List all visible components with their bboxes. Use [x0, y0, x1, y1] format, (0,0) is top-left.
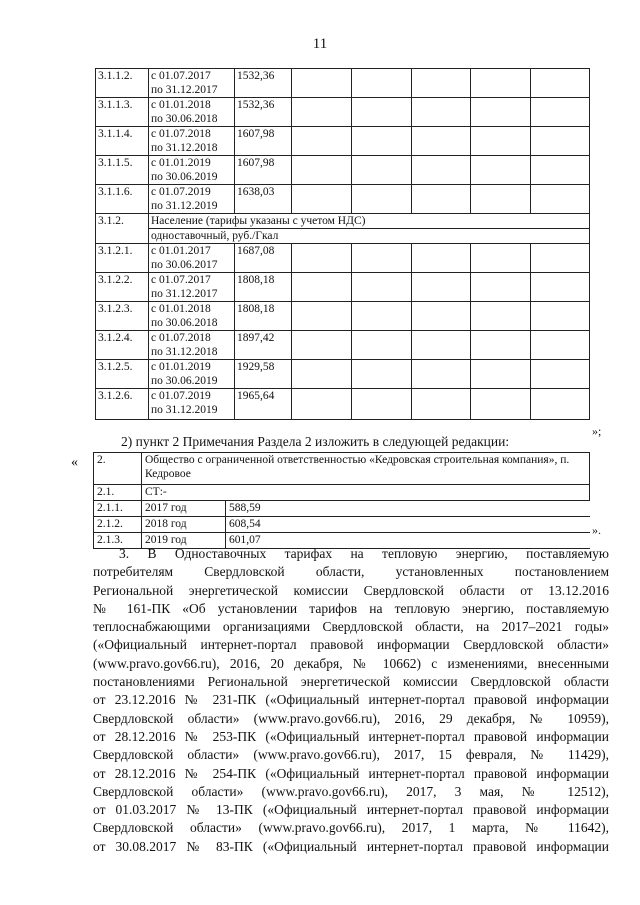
- cell-year: 2019 год: [142, 533, 226, 549]
- cell-num: 2.1.: [94, 485, 142, 501]
- period-line: по 31.12.2018: [151, 142, 218, 154]
- page-number: 11: [312, 36, 328, 52]
- cell-empty: [292, 127, 352, 156]
- cell-empty: [471, 302, 531, 331]
- cell-empty: [531, 156, 590, 185]
- cell-period: [149, 360, 235, 389]
- period-line: по 30.06.2017: [151, 259, 218, 271]
- cell-period: [149, 244, 235, 273]
- cell-empty: [412, 127, 471, 156]
- cell-empty: [292, 389, 352, 420]
- period-line: по 31.12.2019: [151, 200, 218, 212]
- period-line: с 01.07.2019: [151, 390, 211, 402]
- cell-period: [149, 156, 235, 185]
- cell-empty: [352, 273, 412, 302]
- period-line: по 31.12.2017: [151, 288, 218, 300]
- paragraph-line: Свердловской области» (www.pravo.gov66.ru), 2017, 3 мая, № 12512),: [93, 783, 609, 799]
- cell-period: [149, 389, 235, 420]
- cell-empty: [412, 331, 471, 360]
- paragraph-line: («Официальный интернет-портал правовой информации Свердловской области»: [93, 637, 609, 653]
- cell-value: 588,59: [226, 501, 590, 517]
- paragraph-line: (www.pravo.gov66.ru), 2016, 20 декабря, № 10662) с изменениями, внесенными: [93, 655, 609, 671]
- paragraph-line: теплоснабжающими организациями Свердловской области, на 2017–2021 годы»: [93, 619, 609, 635]
- paragraph-line: 3. В Одноставочных тарифах на тепловую энергию, поставляемую: [119, 546, 609, 561]
- cell-value: 1929,58: [235, 360, 292, 389]
- table-row: [96, 273, 590, 302]
- organization-table: [93, 452, 590, 549]
- paragraph-line: Свердловской области» (www.pravo.gov66.ru), 2016, 29 декабря, № 10959),: [93, 710, 609, 726]
- period-line: по 30.06.2018: [151, 113, 218, 125]
- cell-period: [149, 98, 235, 127]
- table-row: [96, 156, 590, 185]
- period-line: по 30.06.2018: [151, 317, 218, 329]
- cell-empty: [412, 389, 471, 420]
- cell-empty: [471, 244, 531, 273]
- paragraph-line: потребителям Свердловской области, установленных постановлением: [93, 564, 609, 580]
- cell-period: [149, 331, 235, 360]
- paragraph-line: от 01.03.2017 № 13-ПК («Официальный интернет-портал правовой информации: [93, 802, 609, 818]
- cell-empty: [352, 360, 412, 389]
- cell-num: 2.1.1.: [94, 501, 142, 517]
- period-line: по 30.06.2019: [151, 375, 218, 387]
- cell-num: 2.1.2.: [94, 517, 142, 533]
- period-line: с 01.07.2019: [151, 186, 211, 198]
- cell-value: 1687,08: [235, 244, 292, 273]
- cell-empty: [412, 244, 471, 273]
- cell-value: 1897,42: [235, 331, 292, 360]
- cell-description: [149, 214, 590, 244]
- cell-num: 3.1.2.4.: [96, 331, 149, 360]
- cell-empty: [531, 69, 590, 98]
- description-line: Население (тарифы указаны с учетом НДС): [149, 214, 589, 229]
- cell-num: 3.1.2.6.: [96, 389, 149, 420]
- period-line: с 01.07.2018: [151, 128, 211, 140]
- cell-num: 3.1.2.: [96, 214, 149, 244]
- cell-empty: [292, 273, 352, 302]
- cell-value: 1638,03: [235, 185, 292, 214]
- cell-empty: [471, 69, 531, 98]
- paragraph-line: Свердловской области» (www.pravo.gov66.ru), 2017, 1 марта, № 11642),: [93, 820, 609, 836]
- cell-empty: [471, 360, 531, 389]
- cell-num: 2.: [94, 453, 142, 485]
- cell-org-name: Общество с ограниченной ответственностью «Кедровская строительная компания», п. Кедровое: [142, 453, 590, 485]
- period-line: с 01.01.2019: [151, 361, 211, 373]
- paragraph-line: от 30.08.2017 № 83-ПК («Официальный интернет-портал правовой информации: [93, 838, 609, 854]
- period-line: с 01.01.2018: [151, 303, 211, 315]
- cell-empty: [352, 389, 412, 420]
- cell-value: 1607,98: [235, 156, 292, 185]
- cell-num: 3.1.1.2.: [96, 69, 149, 98]
- cell-period: [149, 302, 235, 331]
- period-line: с 01.07.2017: [151, 274, 211, 286]
- cell-empty: [471, 156, 531, 185]
- table-row: [96, 185, 590, 214]
- table2-end-mark: ».: [592, 523, 601, 537]
- paragraph-line: от 28.12.2016 № 253-ПК («Официальный интернет-портал правовой информации: [93, 728, 609, 744]
- paragraph-line: Свердловской области» (www.pravo.gov66.ru), 2017, 15 февраля, № 11429),: [93, 747, 609, 763]
- period-line: с 01.01.2019: [151, 157, 211, 169]
- org-row: [94, 453, 590, 485]
- cell-empty: [352, 69, 412, 98]
- paragraph-line: от 23.12.2016 № 231-ПК («Официальный интернет-портал правовой информации: [93, 692, 609, 708]
- cell-value: 1532,36: [235, 69, 292, 98]
- table1-end-mark: »;: [592, 424, 602, 438]
- paragraph-line: № 161-ПК «Об установлении тарифов на тепловую энергию, поставляемую: [93, 600, 609, 616]
- cell-period: [149, 273, 235, 302]
- cell-empty: [531, 98, 590, 127]
- description-line: одноставочный, руб./Гкал: [151, 230, 279, 242]
- period-line: по 31.12.2019: [151, 404, 218, 416]
- cell-empty: [292, 98, 352, 127]
- section-heading: 2) пункт 2 Примечания Раздела 2 изложить в следующей редакции:: [121, 434, 510, 449]
- table-row: [96, 302, 590, 331]
- paragraph-line: Региональной энергетической комиссии Свердловской области от 13.12.2016: [93, 582, 609, 598]
- cell-empty: [292, 244, 352, 273]
- period-line: с 01.07.2018: [151, 332, 211, 344]
- cell-empty: [292, 185, 352, 214]
- cell-empty: [531, 302, 590, 331]
- cell-empty: [352, 156, 412, 185]
- table-row: [94, 501, 590, 517]
- table-row: [94, 517, 590, 533]
- cell-num: 3.1.1.4.: [96, 127, 149, 156]
- body-paragraph: [93, 545, 609, 856]
- cell-num: 3.1.2.2.: [96, 273, 149, 302]
- cell-empty: [352, 302, 412, 331]
- cell-empty: [352, 98, 412, 127]
- paragraph-line: от 28.12.2016 № 254-ПК («Официальный интернет-портал правовой информации: [93, 765, 609, 781]
- cell-empty: [412, 156, 471, 185]
- cell-num: 2.1.3.: [94, 533, 142, 549]
- cell-num: 3.1.2.1.: [96, 244, 149, 273]
- cell-empty: [531, 127, 590, 156]
- cell-num: 3.1.2.5.: [96, 360, 149, 389]
- cell-empty: [471, 127, 531, 156]
- cell-empty: [352, 244, 412, 273]
- cell-empty: [352, 185, 412, 214]
- paragraph-line: постановлениями Региональной энергетической комиссии Свердловской области: [93, 674, 609, 690]
- cell-period: [149, 69, 235, 98]
- cell-empty: [412, 273, 471, 302]
- cell-st-label: СТ:-: [142, 485, 590, 501]
- cell-empty: [292, 331, 352, 360]
- cell-empty: [412, 302, 471, 331]
- period-line: с 01.07.2017: [151, 70, 211, 82]
- cell-period: [149, 185, 235, 214]
- cell-empty: [531, 273, 590, 302]
- period-line: по 30.06.2019: [151, 171, 218, 183]
- cell-empty: [531, 185, 590, 214]
- open-quote: «: [71, 455, 78, 470]
- cell-empty: [471, 185, 531, 214]
- table-row: [96, 69, 590, 98]
- cell-value: 608,54: [226, 517, 590, 533]
- cell-value: 1808,18: [235, 302, 292, 331]
- cell-num: 3.1.2.3.: [96, 302, 149, 331]
- cell-empty: [412, 69, 471, 98]
- cell-empty: [471, 273, 531, 302]
- cell-empty: [531, 331, 590, 360]
- cell-year: 2017 год: [142, 501, 226, 517]
- cell-value: 1532,36: [235, 98, 292, 127]
- period-line: с 01.01.2018: [151, 99, 211, 111]
- cell-empty: [471, 331, 531, 360]
- cell-value: 1808,18: [235, 273, 292, 302]
- period-line: по 31.12.2018: [151, 346, 218, 358]
- st-row: [94, 485, 590, 501]
- cell-empty: [531, 389, 590, 420]
- table-row: [96, 214, 590, 244]
- table-row: [96, 360, 590, 389]
- period-line: по 31.12.2017: [151, 84, 218, 96]
- cell-value: 1965,64: [235, 389, 292, 420]
- cell-num: 3.1.1.3.: [96, 98, 149, 127]
- cell-empty: [292, 360, 352, 389]
- cell-num: 3.1.1.6.: [96, 185, 149, 214]
- cell-empty: [471, 98, 531, 127]
- table-row: [96, 127, 590, 156]
- cell-value: 1607,98: [235, 127, 292, 156]
- cell-empty: [531, 244, 590, 273]
- tariff-table: [95, 68, 590, 420]
- cell-empty: [292, 69, 352, 98]
- table-row: [96, 389, 590, 420]
- cell-empty: [471, 389, 531, 420]
- cell-value: 601,07: [226, 533, 590, 549]
- cell-empty: [292, 156, 352, 185]
- cell-empty: [531, 360, 590, 389]
- cell-empty: [352, 127, 412, 156]
- cell-empty: [412, 360, 471, 389]
- cell-empty: [352, 331, 412, 360]
- cell-empty: [412, 98, 471, 127]
- cell-year: 2018 год: [142, 517, 226, 533]
- table-row: [96, 244, 590, 273]
- cell-period: [149, 127, 235, 156]
- table-row: [96, 331, 590, 360]
- cell-empty: [412, 185, 471, 214]
- table-row: [96, 98, 590, 127]
- cell-empty: [292, 302, 352, 331]
- cell-num: 3.1.1.5.: [96, 156, 149, 185]
- period-line: с 01.01.2017: [151, 245, 211, 257]
